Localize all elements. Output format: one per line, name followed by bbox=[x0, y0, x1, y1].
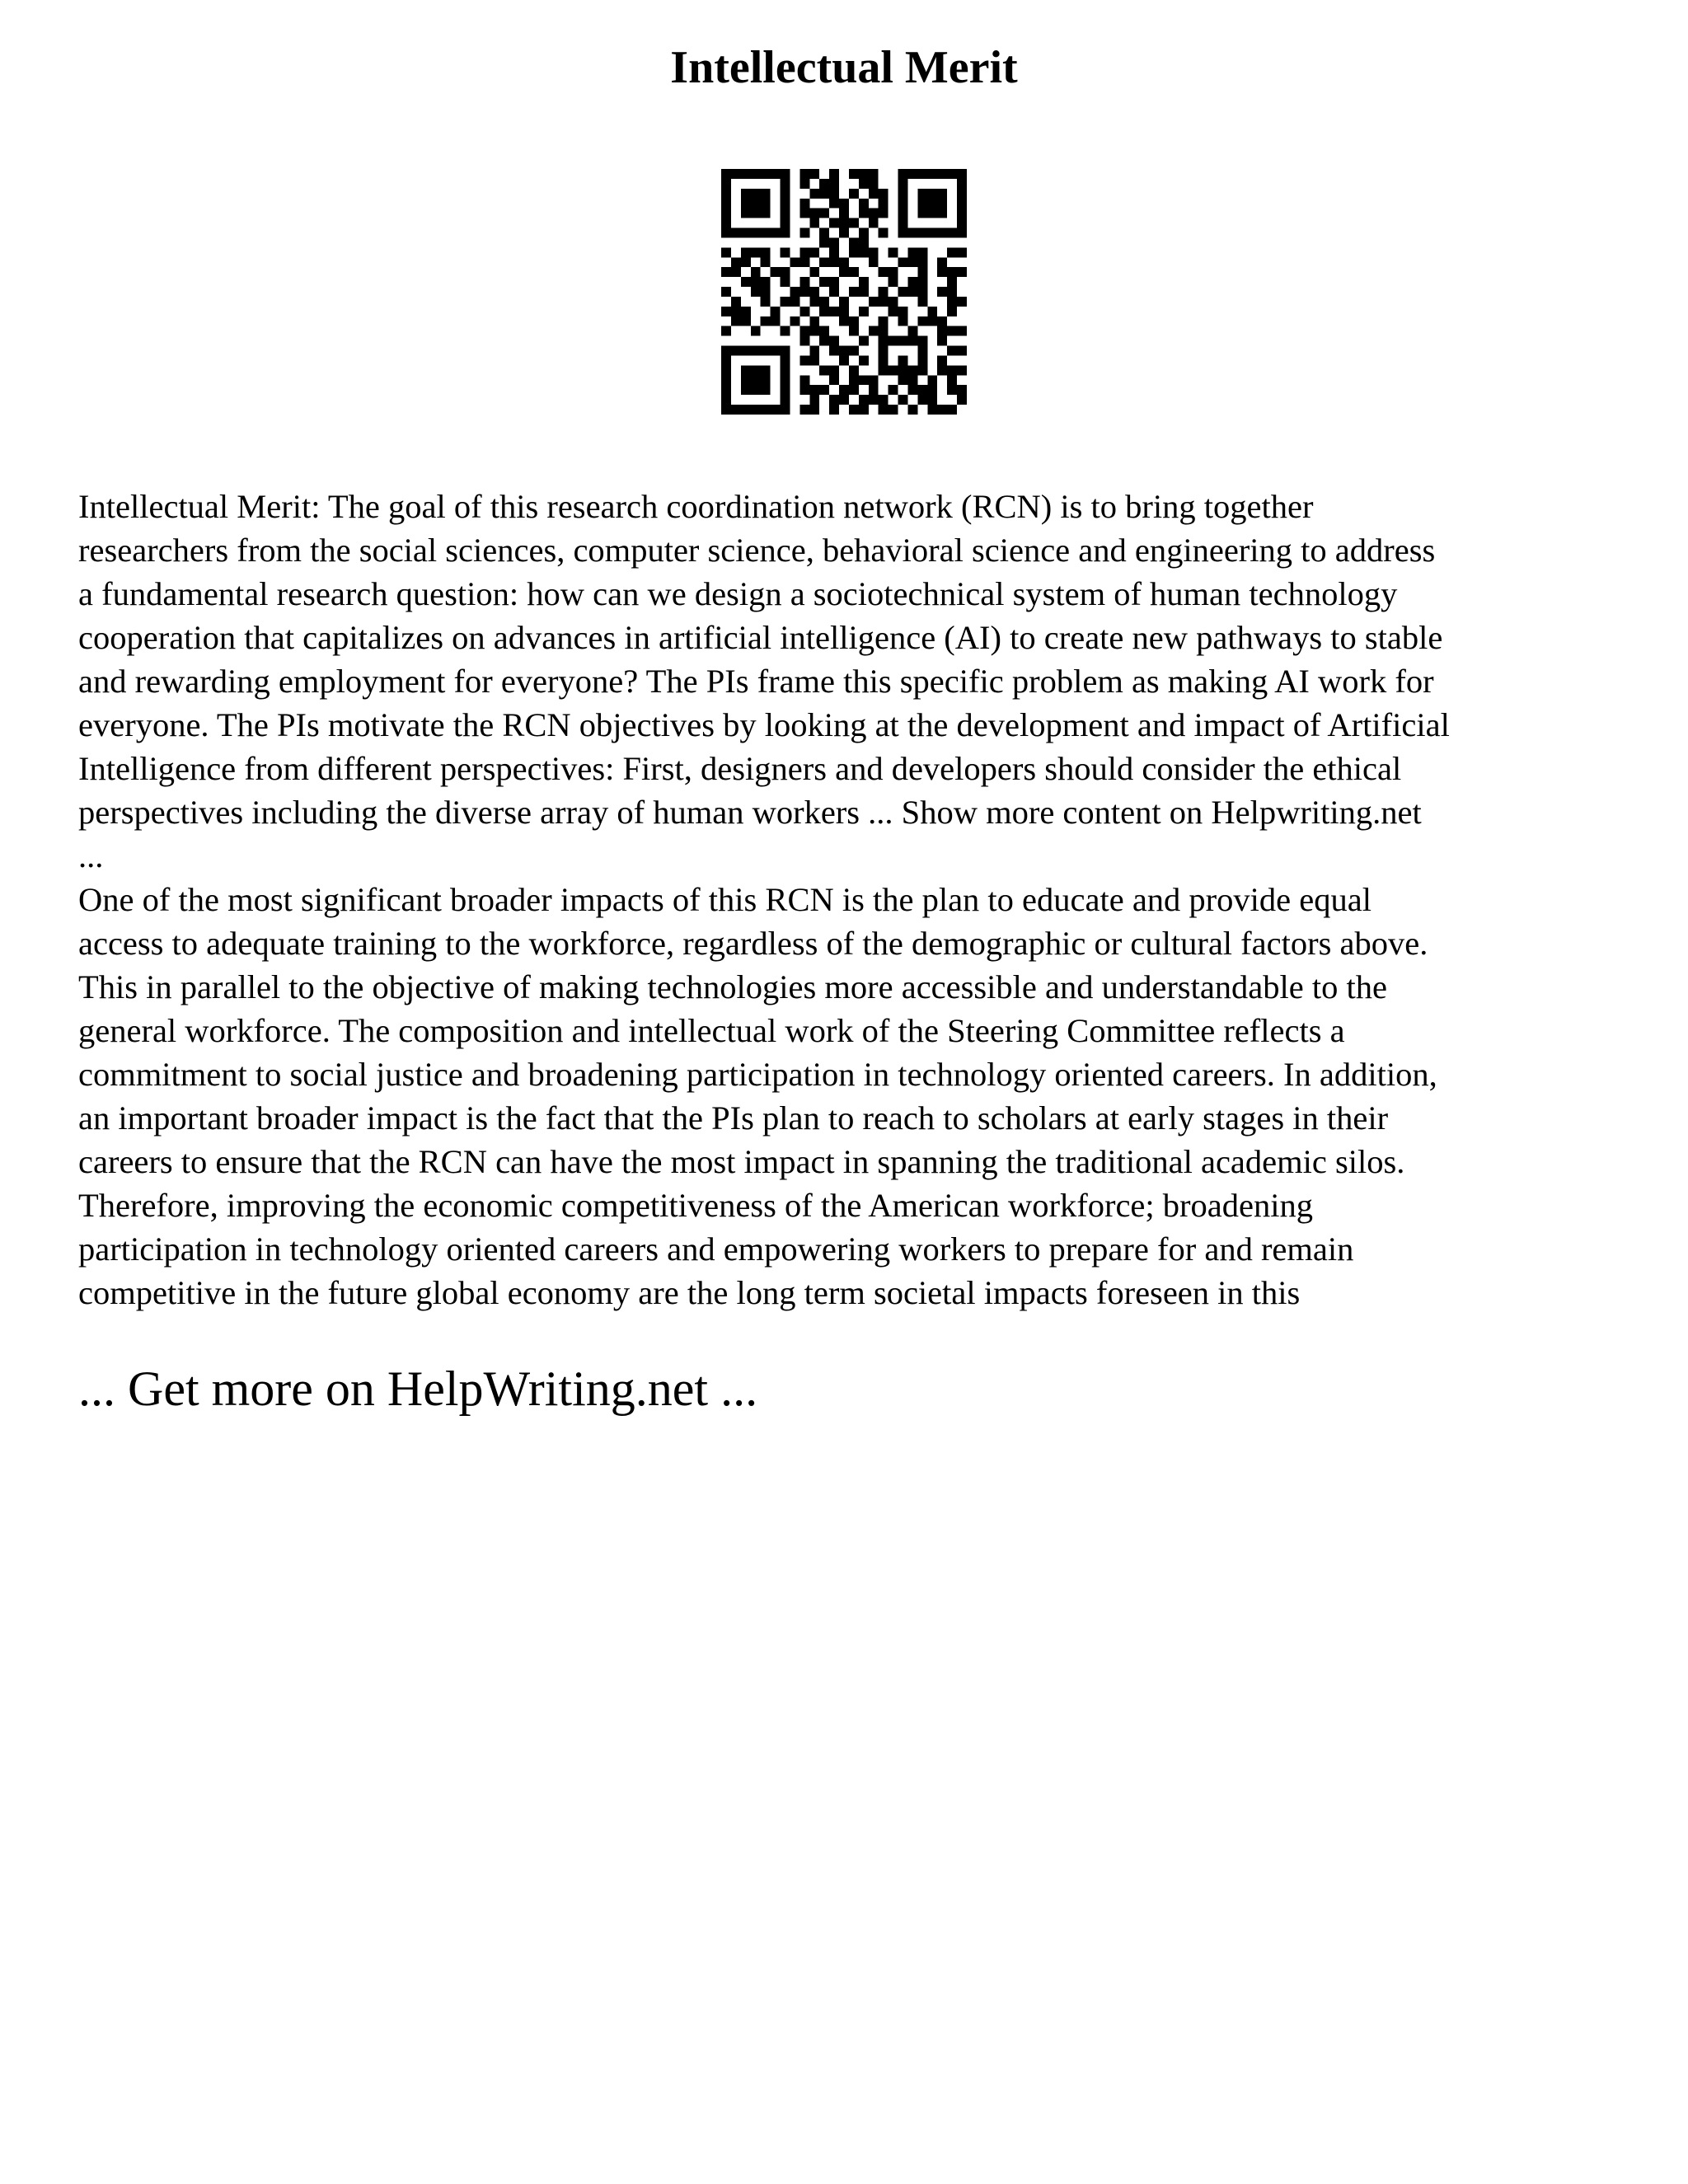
page-title: Intellectual Merit bbox=[670, 42, 1018, 93]
get-more-link[interactable]: ... Get more on HelpWriting.net ... bbox=[78, 1361, 758, 1416]
text-line: general workforce. The composition and intellectual work of the Steering Committee reflects a bbox=[78, 1012, 1345, 1049]
text-line: careers to ensure that the RCN can have the most impact in spanning the traditional academic silos. bbox=[78, 1143, 1405, 1180]
text-line: This in parallel to the objective of making technologies more accessible and understandable to the bbox=[78, 968, 1387, 1005]
text-line: perspectives including the diverse array of human workers ... Show more content on Helpwriting.net bbox=[78, 794, 1422, 831]
text-line: Intelligence from different perspectives: First, designers and developers should consider the ethical bbox=[78, 750, 1402, 787]
body-text bbox=[78, 485, 1628, 1315]
text-line: Intellectual Merit: The goal of this research coordination network (RCN) is to bring together bbox=[78, 488, 1314, 525]
text-line: access to adequate training to the workforce, regardless of the demographic or cultural factors above. bbox=[78, 925, 1428, 962]
text-line: competitive in the future global economy are the long term societal impacts foreseen in this bbox=[78, 1274, 1301, 1311]
text-line: everyone. The PIs motivate the RCN objectives by looking at the development and impact of Artificial bbox=[78, 706, 1450, 743]
text-line: a fundamental research question: how can we design a sociotechnical system of human technology bbox=[78, 575, 1398, 612]
text-line: and rewarding employment for everyone? The PIs frame this specific problem as making AI work for bbox=[78, 663, 1434, 700]
text-line: participation in technology oriented careers and empowering workers to prepare for and remain bbox=[78, 1230, 1354, 1268]
qr-code-icon bbox=[721, 169, 967, 415]
text-line: cooperation that capitalizes on advances in artificial intelligence (AI) to create new pathways to stable bbox=[78, 619, 1443, 656]
text-line: researchers from the social sciences, computer science, behavioral science and engineering to address bbox=[78, 532, 1436, 569]
text-line: commitment to social justice and broadening participation in technology oriented careers. In addition, bbox=[78, 1056, 1437, 1093]
text-line: One of the most significant broader impacts of this RCN is the plan to educate and provide equal bbox=[78, 881, 1372, 918]
text-line: ... bbox=[78, 837, 104, 874]
text-line: Therefore, improving the economic competitiveness of the American workforce; broadening bbox=[78, 1187, 1313, 1224]
text-line: an important broader impact is the fact that the PIs plan to reach to scholars at early stages in their bbox=[78, 1099, 1389, 1137]
